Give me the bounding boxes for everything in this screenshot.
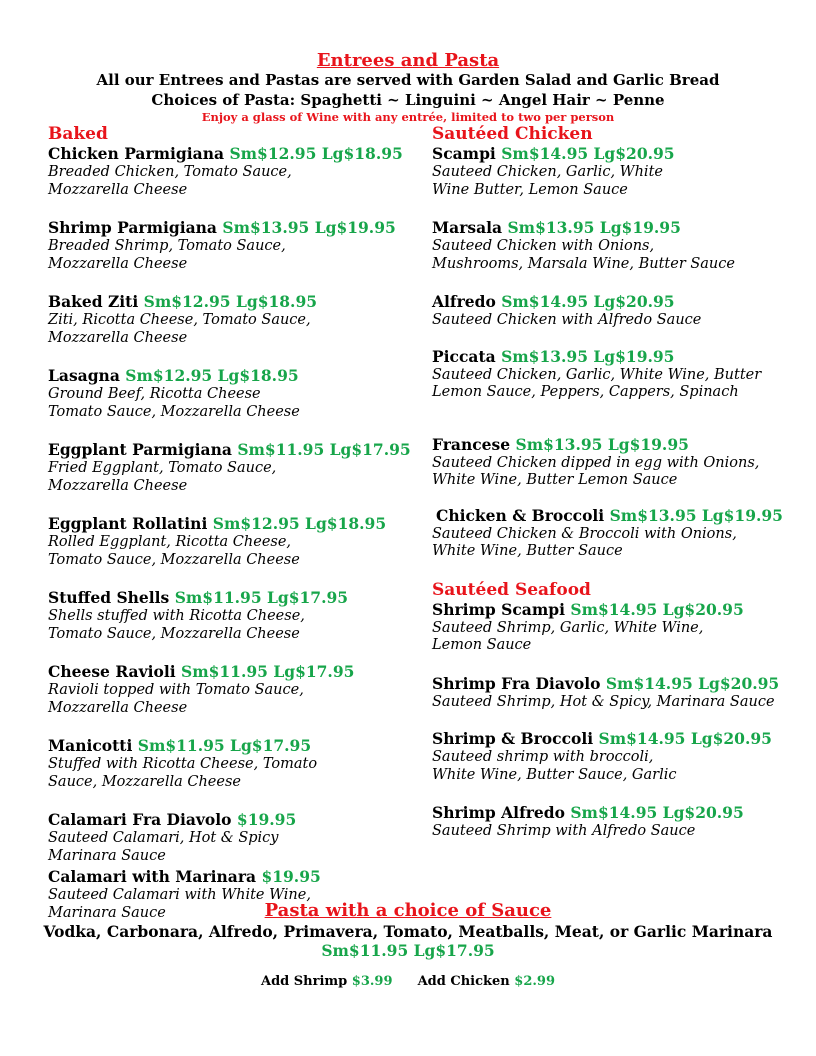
item-desc: Marinara Sauce (48, 904, 166, 921)
menu-item (432, 292, 812, 330)
item-price: Sm$12.95 Lg$18.95 (143, 292, 318, 311)
item-name: Chicken & Broccoli (436, 505, 605, 525)
item-price: Sm$12.95 Lg$18.95 (229, 144, 403, 163)
item-desc: Mozzarella Cheese (48, 255, 188, 272)
menu-item (432, 218, 812, 273)
item-price: Sm$11.95 Lg$17.95 (237, 440, 411, 459)
item-price: Sm$12.95 Lg$18.95 (212, 514, 387, 533)
item-name: Shrimp Alfredo (432, 803, 565, 822)
item-desc: Tomato Sauce, Mozzarella Cheese (48, 403, 300, 420)
add-ons (0, 974, 816, 989)
item-desc: Tomato Sauce, Mozzarella Cheese (48, 551, 300, 568)
item-name: Calamari Fra Diavolo (48, 810, 232, 829)
item-name: Shrimp Scampi (432, 599, 565, 619)
menu-item (432, 674, 812, 712)
item-desc: Sauteed Shrimp with Alfredo Sauce (432, 823, 696, 839)
menu-item (432, 144, 812, 199)
item-desc: White Wine, Butter Sauce (432, 543, 623, 559)
item-desc: Sauteed Chicken & Broccoli with Onions, (432, 525, 737, 542)
item-price: Sm$14.95 Lg$20.95 (605, 673, 780, 693)
menu-item (432, 600, 812, 655)
item-name: Cheese Ravioli (48, 662, 176, 681)
served-with-note: All our Entrees and Pastas are served with Garden Salad and Garlic Bread (96, 71, 720, 89)
item-desc: White Wine, Butter Sauce, Garlic (432, 766, 677, 783)
item-name: Shrimp & Broccoli (432, 729, 594, 748)
sauteed-column (432, 124, 812, 841)
item-desc: Sauteed Shrimp, Garlic, White Wine, (432, 619, 704, 636)
item-desc: Lemon Sauce (432, 637, 532, 653)
section-heading-seafood: Sautéed Seafood (432, 579, 591, 600)
item-desc: Rolled Eggplant, Ricotta Cheese, (48, 534, 292, 550)
item-desc: Breaded Chicken, Tomato Sauce, (48, 164, 292, 180)
item-desc: Ziti, Ricotta Cheese, Tomato Sauce, (48, 312, 311, 328)
item-name: Shrimp Parmigiana (48, 218, 217, 237)
item-desc: Sauteed Calamari with White Wine, (48, 887, 311, 903)
item-desc: Mozzarella Cheese (48, 699, 188, 716)
add-chicken-price: $2.99 (514, 974, 555, 989)
item-price: Sm$14.95 Lg$20.95 (501, 292, 675, 311)
menu-item (432, 506, 812, 561)
item-price: Sm$13.95 Lg$19.95 (501, 346, 675, 366)
item-desc: Sauteed Chicken, Garlic, White (432, 164, 663, 180)
item-price: $19.95 (236, 810, 297, 829)
item-name: Piccata (432, 346, 496, 366)
section-heading-baked: Baked (48, 124, 108, 144)
item-name: Marsala (432, 218, 503, 237)
item-price: Sm$12.95 Lg$18.95 (125, 366, 299, 385)
item-desc: White Wine, Butter Lemon Sauce (432, 472, 678, 488)
add-chicken-label: Add Chicken (417, 974, 510, 989)
menu-item (48, 144, 428, 199)
item-desc: Sauteed shrimp with broccoli, (432, 749, 654, 765)
item-price: Sm$13.95 Lg$19.95 (222, 218, 396, 237)
item-desc: Mozzarella Cheese (48, 181, 188, 198)
menu-item (48, 588, 428, 643)
sauce-section-title: Pasta with a choice of Sauce (264, 900, 552, 921)
item-price: $19.95 (261, 867, 321, 886)
item-name: Calamari with Marinara (48, 867, 257, 886)
item-desc: Sauteed Chicken, Garlic, White Wine, Butter (432, 366, 762, 383)
item-name: Alfredo (432, 292, 496, 311)
menu-item (48, 736, 428, 791)
item-name: Stuffed Shells (48, 588, 170, 607)
item-desc: Shells stuffed with Ricotta Cheese, (48, 608, 305, 624)
item-desc: Ground Beef, Ricotta Cheese (48, 386, 261, 402)
menu-item (48, 514, 428, 569)
item-desc: Mushrooms, Marsala Wine, Butter Sauce (432, 255, 735, 272)
item-price: Sm$14.95 Lg$20.95 (598, 729, 772, 748)
item-name: Francese (432, 434, 511, 454)
item-desc: Tomato Sauce, Mozzarella Cheese (48, 625, 300, 642)
item-desc: Fried Eggplant, Tomato Sauce, (48, 460, 277, 476)
menu-item (48, 810, 428, 865)
add-shrimp-label: Add Shrimp (260, 974, 348, 989)
item-name: Baked Ziti (48, 292, 139, 311)
item-price: Sm$14.95 Lg$20.95 (570, 803, 744, 822)
menu-item (432, 729, 812, 784)
item-desc: Sauteed Chicken with Onions, (432, 238, 655, 254)
wine-note: Enjoy a glass of Wine with any entrée, limited to two per person (201, 110, 615, 124)
baked-column (48, 124, 428, 922)
item-name: Scampi (432, 144, 496, 163)
menu-item (432, 347, 812, 402)
item-name: Lasagna (48, 366, 120, 385)
item-name: Chicken Parmigiana (48, 144, 225, 163)
item-desc: Ravioli topped with Tomato Sauce, (48, 682, 304, 698)
item-name: Eggplant Rollatini (48, 514, 208, 533)
item-desc: Marinara Sauce (48, 847, 166, 864)
item-price: Sm$11.95 Lg$17.95 (174, 588, 349, 607)
add-shrimp-price: $3.99 (351, 974, 393, 989)
item-desc: Breaded Shrimp, Tomato Sauce, (48, 238, 286, 254)
pasta-choices-note: Choices of Pasta: Spaghetti ~ Linguini ~ Angel Hair ~ Penne (151, 91, 665, 109)
menu-item (48, 292, 428, 347)
item-price: Sm$13.95 Lg$19.95 (507, 218, 681, 237)
item-desc: Sauce, Mozzarella Cheese (48, 773, 241, 790)
item-name: Manicotti (48, 736, 133, 755)
menu-item (48, 662, 428, 717)
menu-item (432, 803, 812, 841)
item-price: Sm$11.95 Lg$17.95 (181, 662, 355, 681)
item-name: Eggplant Parmigiana (48, 440, 232, 459)
item-desc: Mozzarella Cheese (48, 329, 188, 346)
item-price: Sm$11.95 Lg$17.95 (137, 736, 312, 755)
item-price: Sm$14.95 Lg$20.95 (501, 144, 675, 163)
page-title: Entrees and Pasta (316, 50, 500, 71)
item-desc: Sauteed Shrimp, Hot & Spicy, Marinara Sauce (432, 693, 775, 710)
menu-item (48, 366, 428, 421)
section-heading-chicken: Sautéed Chicken (432, 124, 593, 144)
sauce-price: Sm$11.95 Lg$17.95 (321, 941, 495, 960)
item-desc: Stuffed with Ricotta Cheese, Tomato (48, 756, 318, 772)
item-price: Sm$13.95 Lg$19.95 (609, 505, 783, 525)
item-desc: Mozzarella Cheese (48, 477, 188, 494)
menu-item (48, 440, 428, 495)
item-desc: Lemon Sauce, Peppers, Cappers, Spinach (432, 384, 739, 400)
item-desc: Sauteed Calamari, Hot & Spicy (48, 830, 279, 846)
item-desc: Sauteed Chicken with Alfredo Sauce (432, 312, 702, 328)
item-price: Sm$13.95 Lg$19.95 (515, 434, 689, 454)
menu-item (48, 218, 428, 273)
item-name: Shrimp Fra Diavolo (432, 673, 601, 693)
item-desc: Sauteed Chicken dipped in egg with Onions, (432, 454, 760, 471)
menu-item (432, 435, 812, 490)
item-price: Sm$14.95 Lg$20.95 (570, 599, 744, 619)
item-desc: Wine Butter, Lemon Sauce (432, 181, 628, 198)
sauce-options: Vodka, Carbonara, Alfredo, Primavera, Tomato, Meatballs, Meat, or Garlic Marinara (43, 922, 773, 941)
